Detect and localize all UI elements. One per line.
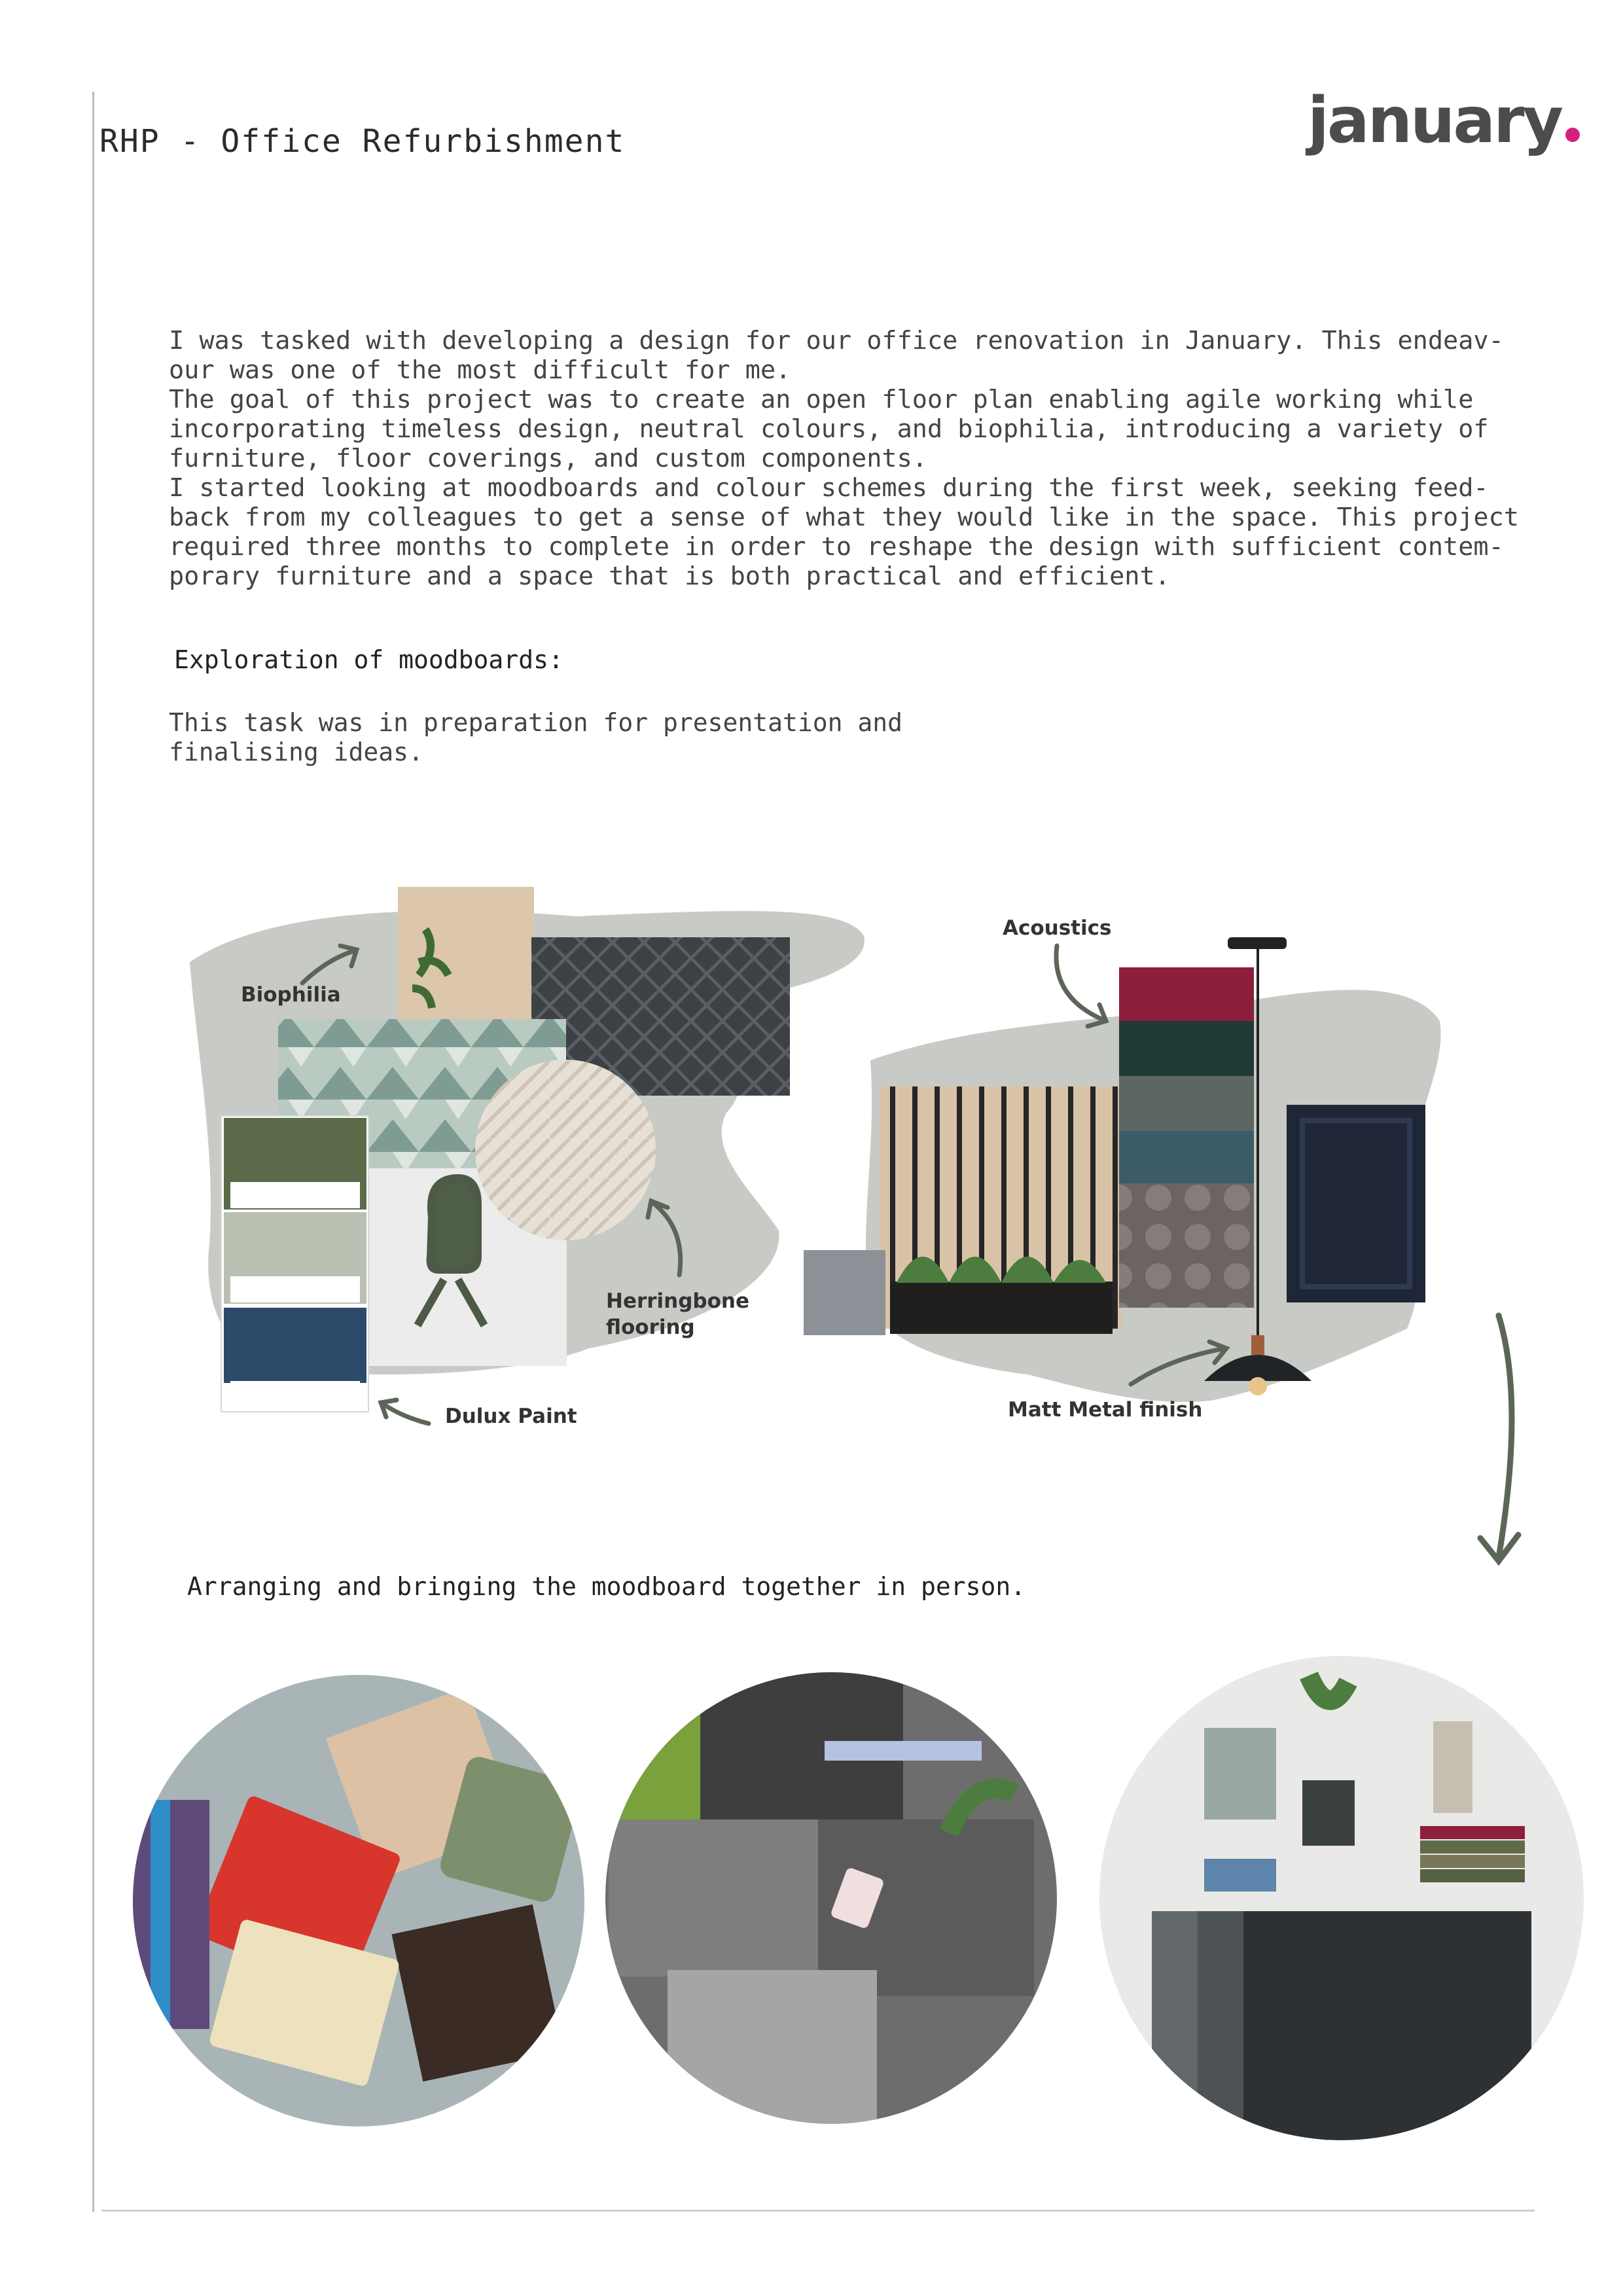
intro-paragraph-2: The goal of this project was to create an open floor plan enabling agile working while incorporating timeless design, neutral colours, and biophilia, introducing a variety of furniture, floor coverings, and custom components. <box>169 385 1489 473</box>
stone-swatch <box>804 1250 885 1335</box>
label-herringbone: Herringbone flooring <box>606 1289 750 1339</box>
acoustic-swatch-teal <box>1119 1131 1254 1185</box>
page-title: RHP - Office Refurbishment <box>99 123 626 160</box>
label-dulux: Dulux Paint <box>445 1405 577 1428</box>
navy-cabinet-door <box>1287 1105 1425 1302</box>
acoustic-swatch-grey <box>1119 1076 1254 1132</box>
intro-paragraph-1: I was tasked with developing a design for our office renovation in January. This endeav- our was one of the most difficult for me. <box>169 326 1504 385</box>
photo-circle-board <box>1099 1656 1584 2147</box>
wood-swatch <box>398 887 534 1021</box>
exploration-heading: Exploration of moodboards: <box>174 645 563 674</box>
acoustics-arrow <box>1056 946 1106 1026</box>
label-acoustics: Acoustics <box>1003 916 1112 940</box>
dulux-arrow <box>381 1400 429 1424</box>
planter-box <box>890 1282 1113 1334</box>
label-biophilia: Biophilia <box>241 983 341 1007</box>
logo-text: january <box>1308 84 1562 157</box>
acoustic-swatch-burgundy <box>1119 967 1254 1022</box>
photo-circle-samples <box>131 1669 589 2127</box>
down-arrow <box>1480 1316 1518 1561</box>
exploration-body: This task was in preparation for presentation and finalising ideas. <box>169 708 903 766</box>
photo-circle-carpets <box>602 1669 1060 2127</box>
paint-chip-blue <box>224 1308 366 1383</box>
intro-paragraph-3: I started looking at moodboards and colour schemes during the first week, seeking feed- back from my colleagues to get a sense of what they would like in the space. This project required three months to complete in order to reshape the design with sufficient contem- porary furniture and a space that is both practical and efficient. <box>169 473 1519 591</box>
herringbone-floor-swatch <box>475 1060 656 1240</box>
label-matt-metal: Matt Metal finish <box>1008 1398 1203 1422</box>
arrangement-caption: Arranging and bringing the moodboard together in person. <box>187 1572 1026 1601</box>
acoustic-swatch-dark-green <box>1119 1021 1254 1077</box>
acoustic-swatch-pattern <box>1119 1183 1254 1308</box>
